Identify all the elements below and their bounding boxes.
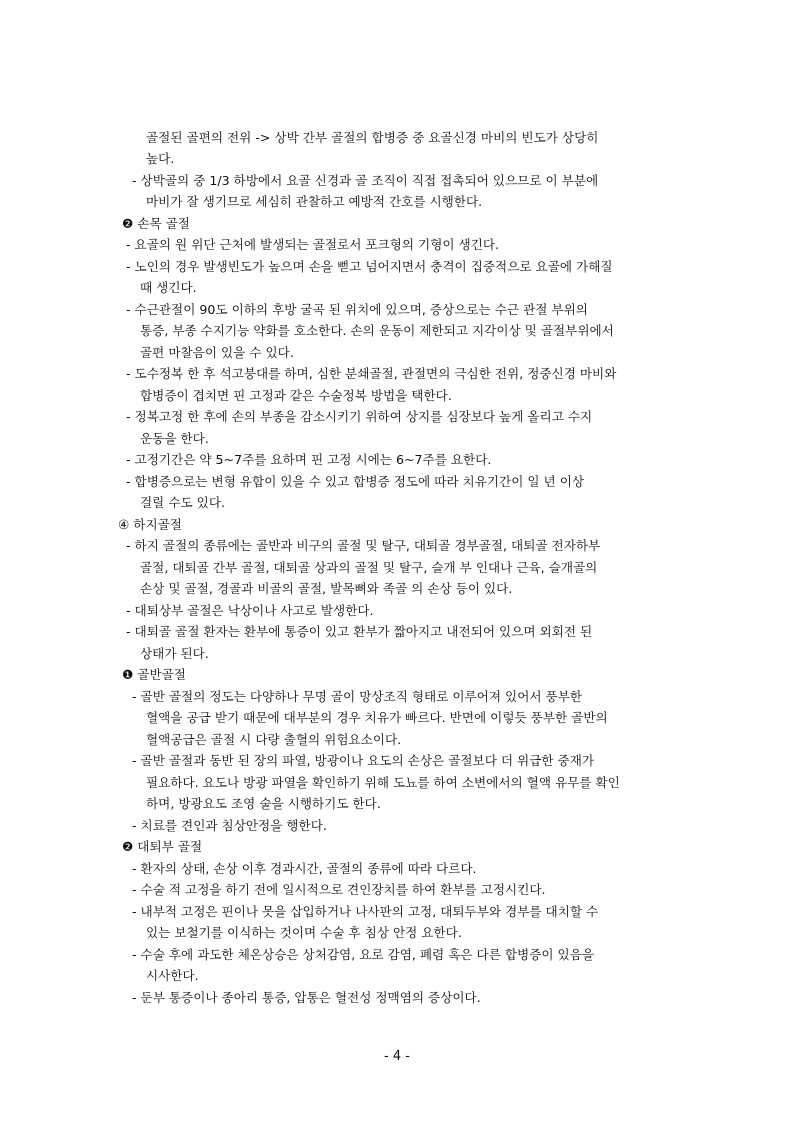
section-heading: ❷ 대퇴부 골절 xyxy=(122,839,203,854)
text-line: - 대퇴상부 골절은 낙상이나 사고로 발생한다. xyxy=(126,603,374,618)
text-line: - 수술 적 고정을 하기 전에 일시적으로 견인장치를 하여 환부를 고정시킨다. xyxy=(132,882,546,897)
text-line: 혈액을 공급 받기 때문에 대부분의 경우 치유가 빠르다. 반면에 이렇듯 풍부한 골반의 xyxy=(146,710,608,725)
text-line: - 수술 후에 과도한 체온상승은 상처감염, 요로 감염, 폐렴 혹은 다른 합병증이 있음을 xyxy=(132,947,595,962)
section-heading: ④ 하지골절 xyxy=(118,517,182,532)
text-line: - 합병증으로는 변형 유합이 있을 수 있고 합병증 정도에 따라 치유기간이 일 년 이상 xyxy=(126,474,585,489)
text-line: 걸릴 수도 있다. xyxy=(140,495,226,510)
text-line: - 치료를 견인과 침상안정을 행한다. xyxy=(132,818,327,833)
text-line: 있는 보철기를 이식하는 것이며 수술 후 침상 안정 요한다. xyxy=(146,925,462,940)
text-line: - 요골의 원 위단 근처에 발생되는 골절로서 포크형의 기형이 생긴다. xyxy=(126,237,500,252)
text-line: 손상 및 골절, 경골과 비골의 골절, 발목뼈와 족골 의 손상 등이 있다. xyxy=(140,581,513,596)
text-line: - 수근관절이 90도 이하의 후방 굴곡 된 위치에 있으며, 증상으로는 수근 관절 부위의 xyxy=(126,302,588,317)
text-line: 골절, 대퇴골 간부 골절, 대퇴골 상과의 골절 및 탈구, 슬개 부 인대나 근육, 슬개골의 xyxy=(140,560,598,575)
text-line: - 도수정복 한 후 석고붕대를 하며, 심한 분쇄골절, 관절면의 극심한 전위, 정중신경 마비와 xyxy=(126,366,617,381)
text-line: - 상박골의 중 1/3 하방에서 요골 신경과 골 조직이 직접 접촉되어 있으므로 이 부분에 xyxy=(132,173,599,188)
text-line: 마비가 잘 생기므로 세심히 관찰하고 예방적 간호를 시행한다. xyxy=(146,194,483,209)
text-line: - 환자의 상태, 손상 이후 경과시간, 골절의 종류에 따라 다르다. xyxy=(132,861,477,876)
text-line: - 내부적 고정은 핀이나 못을 삽입하거나 나사판의 고정, 대퇴두부와 경부를 대치할 수 xyxy=(132,904,599,919)
text-line: 때 생긴다. xyxy=(140,280,197,295)
text-line: - 노인의 경우 발생빈도가 높으며 손을 뻗고 넘어지면서 충격이 집중적으로 요골에 가해질 xyxy=(126,259,613,274)
text-line: 혈액공급은 골절 시 다량 출혈의 위험요소이다. xyxy=(146,732,402,747)
text-line: - 정복고정 한 후에 손의 부종을 감소시키기 위하여 상지를 심장보다 높게 올리고 수지 xyxy=(126,409,593,424)
text-line: - 둔부 통증이나 종아리 통증, 압통은 혈전성 정맥염의 증상이다. xyxy=(132,990,481,1005)
text-line: 상태가 된다. xyxy=(140,646,209,661)
text-line: - 하지 골절의 종류에는 골반과 비구의 골절 및 탈구, 대퇴골 경부골절, 대퇴골 전자하부 xyxy=(126,538,601,553)
text-line: 골절된 골편의 전위 -> 상박 간부 골절의 합병증 중 요골신경 마비의 빈도가 상당히 xyxy=(146,130,599,145)
text-line: 합병증이 겹치면 핀 고정과 같은 수술정복 방법을 택한다. xyxy=(140,388,452,403)
section-heading: ❶ 골반골절 xyxy=(122,667,186,682)
text-line: 시사한다. xyxy=(146,968,199,983)
page-number: - 4 - xyxy=(384,1049,410,1064)
text-line: 높다. xyxy=(146,151,175,166)
text-line: 운동을 한다. xyxy=(140,431,209,446)
text-line: 통증, 부종 수지기능 약화를 호소한다. 손의 운동이 제한되고 지각이상 및 골절부위에서 xyxy=(140,323,614,338)
text-line: - 고정기간은 약 5~7주를 요하며 핀 고정 시에는 6~7주를 요한다. xyxy=(126,452,492,467)
section-heading: ❷ 손목 골절 xyxy=(122,216,190,231)
text-line: - 골반 골절과 동반 된 장의 파열, 방광이나 요도의 손상은 골절보다 더 위급한 중재가 xyxy=(132,753,595,768)
text-line: 필요하다. 요도나 방광 파열을 확인하기 위해 도뇨를 하여 소변에서의 혈액 유무를 확인 xyxy=(146,775,620,790)
text-line: - 대퇴골 골절 환자는 환부에 통증이 있고 환부가 짧아지고 내전되어 있으며 외회전 된 xyxy=(126,624,593,639)
text-line: - 골반 골절의 정도는 다양하나 무명 골이 망상조직 형태로 이루어져 있어서 풍부한 xyxy=(132,689,583,704)
text-line: 하며, 방광요도 조영 술을 시행하기도 한다. xyxy=(146,796,381,811)
text-line: 골편 마찰음이 있을 수 있다. xyxy=(140,345,294,360)
